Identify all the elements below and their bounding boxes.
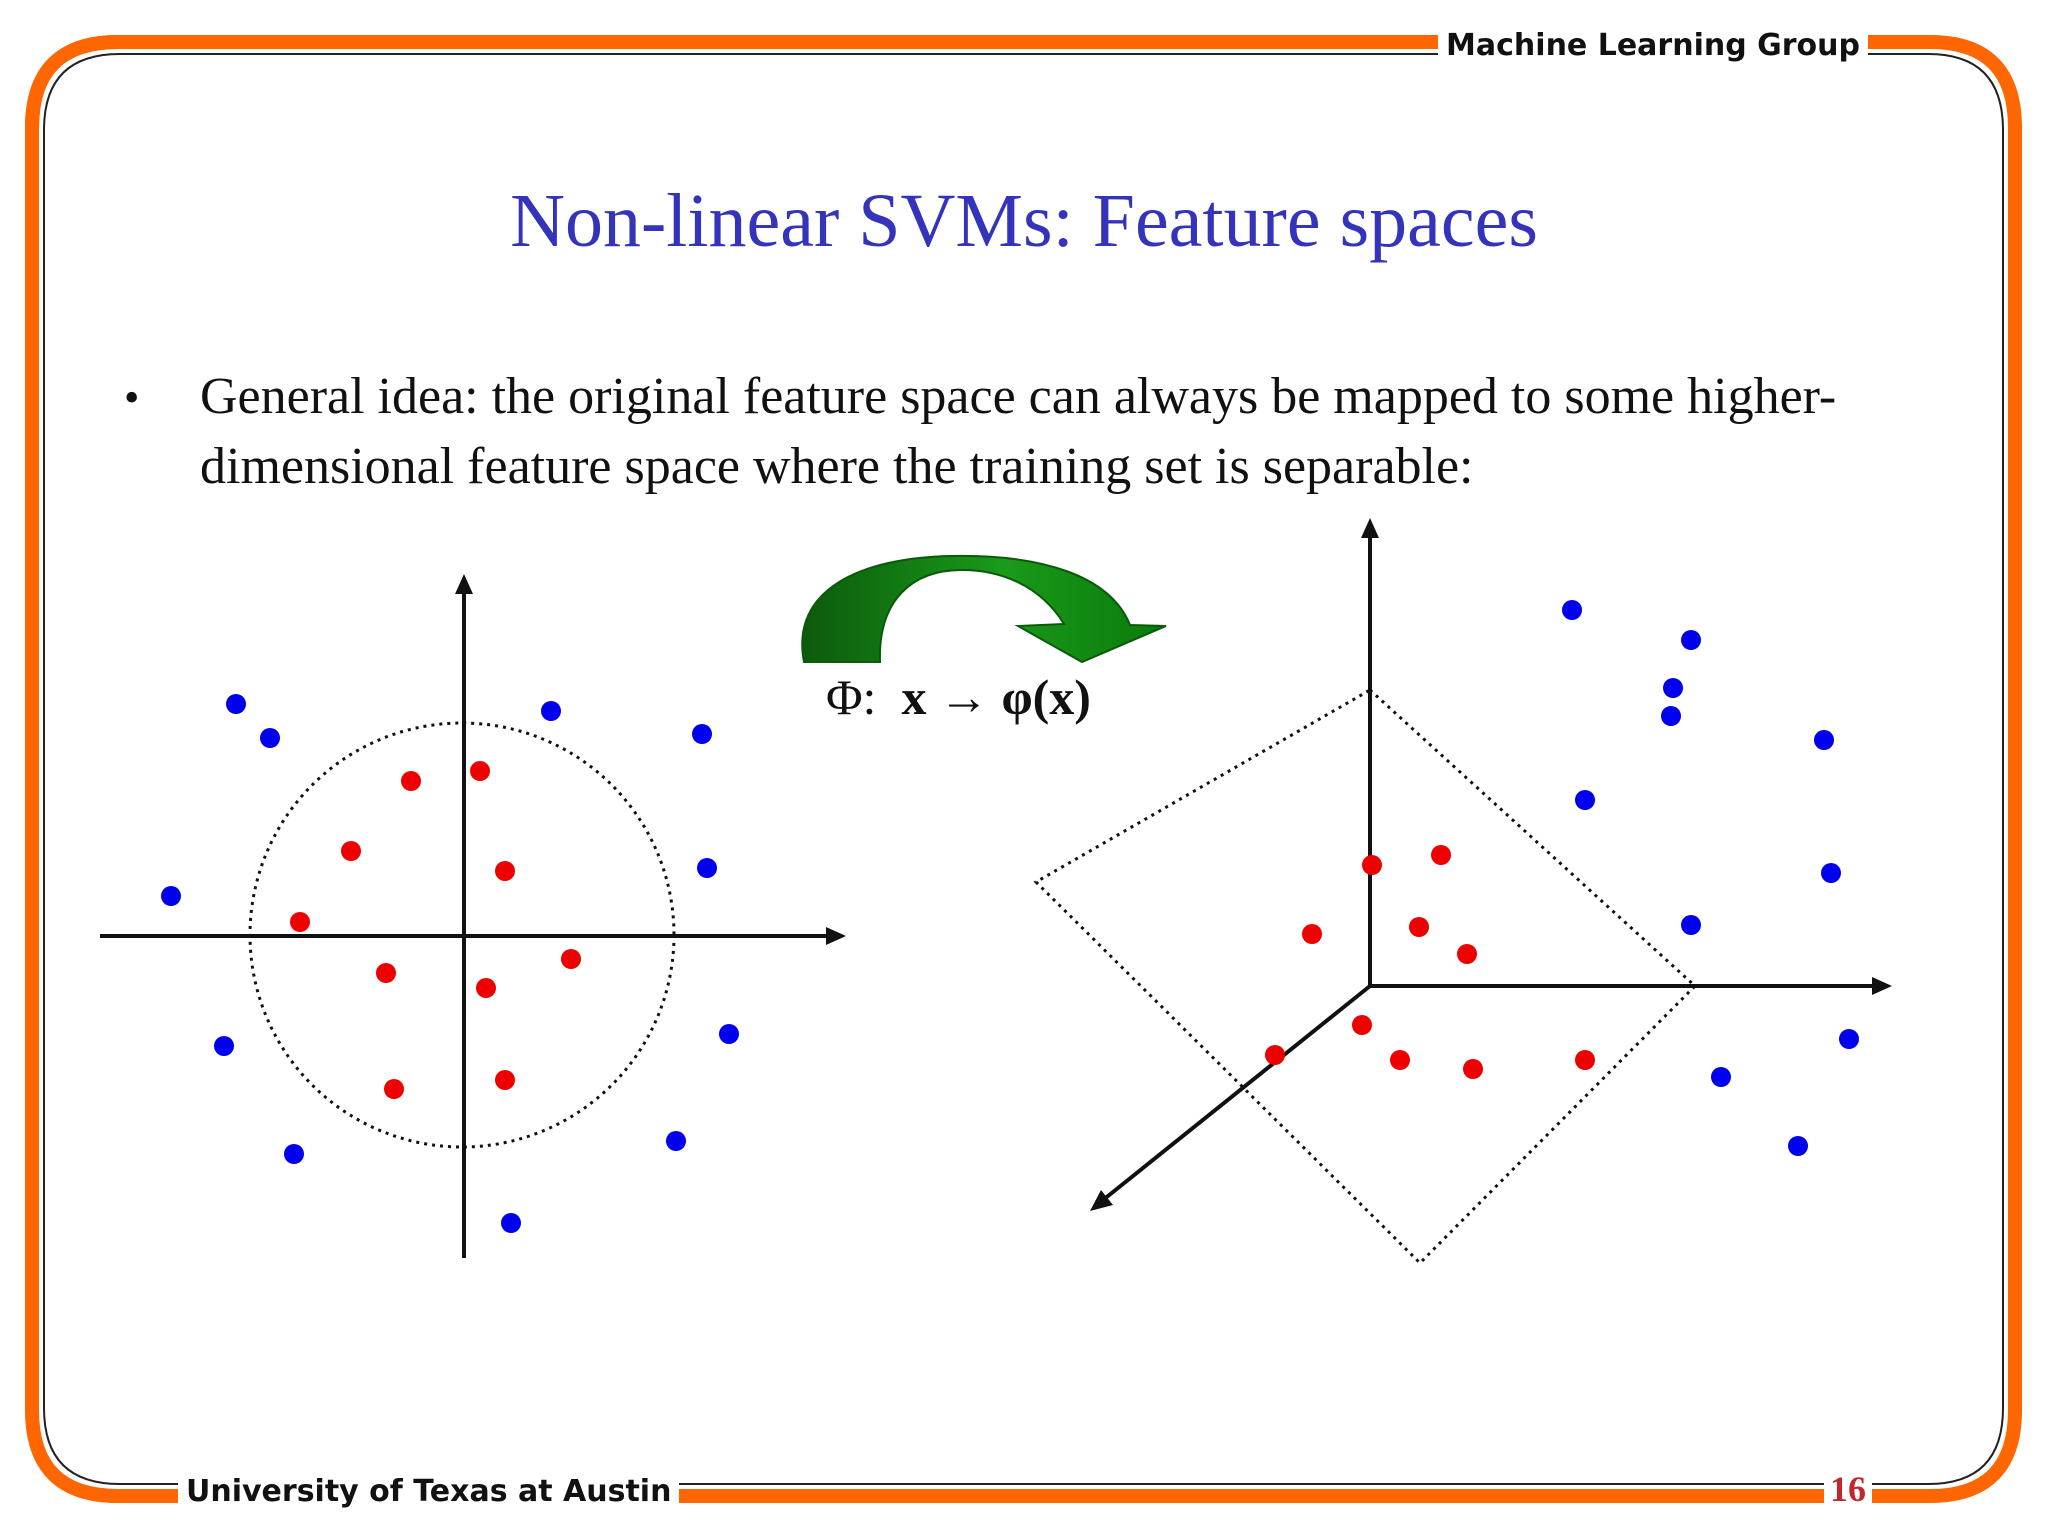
blue-point [226,694,246,714]
blue-point [1821,863,1841,883]
mapping-arrow: → [938,669,989,725]
blue-point [1562,600,1582,620]
slide-title: Non-linear SVMs: Feature spaces [510,179,1538,263]
mapping-phi: Φ: [826,669,877,725]
red-point [495,861,515,881]
x-axis-arrowhead [826,927,846,945]
red-point [476,978,496,998]
blue-point [666,1131,686,1151]
red-point [1431,845,1451,865]
feature-red-points [1265,845,1595,1079]
blue-point [214,1036,234,1056]
bullet-symbol: • [124,373,140,422]
blue-point [1839,1029,1859,1049]
blue-point [161,886,181,906]
blue-point [1681,915,1701,935]
curved-green-arrow-icon [802,556,1166,662]
blue-point [697,858,717,878]
header-group-label: Machine Learning Group [1438,28,1868,63]
red-point [384,1079,404,1099]
blue-point [541,701,561,721]
red-point [401,771,421,791]
input-space-plot [100,574,846,1258]
page-number: 16 [1824,1468,1872,1510]
red-point [341,841,361,861]
y-axis-arrowhead [455,574,473,594]
blue-point [1575,790,1595,810]
y-axis-3d [1098,986,1370,1204]
red-point [1457,944,1477,964]
input-blue-points [161,694,739,1233]
blue-point [284,1144,304,1164]
red-point [376,963,396,983]
red-point [1409,917,1429,937]
red-point [495,1070,515,1090]
footer-institution: University of Texas at Austin [178,1474,679,1509]
mapping-label [826,668,1091,726]
mapping-fx: φ(x) [1001,669,1091,725]
z-axis-arrowhead [1361,518,1379,538]
feature-space-plot [1036,518,1892,1263]
red-point [1575,1050,1595,1070]
blue-point [1788,1136,1808,1156]
bullet-text: General idea: the original feature space can always be mapped to some higher-dimensional feature space where the training set is separable: [200,368,1837,495]
red-point [290,912,310,932]
blue-point [1663,678,1683,698]
red-point [470,761,490,781]
x-axis-3d-arrowhead [1872,977,1892,995]
red-point [1390,1050,1410,1070]
blue-point [1711,1067,1731,1087]
blue-point [1814,730,1834,750]
blue-point [501,1213,521,1233]
blue-point [692,724,712,744]
red-point [1362,855,1382,875]
red-point [1302,924,1322,944]
separating-hyperplane [1036,690,1695,1263]
blue-point [719,1024,739,1044]
red-point [561,949,581,969]
mapping-x: x [901,669,927,725]
red-point [1265,1045,1285,1065]
red-point [1463,1059,1483,1079]
red-point [1352,1015,1372,1035]
blue-point [260,728,280,748]
blue-point [1681,630,1701,650]
feature-blue-points [1562,600,1859,1156]
blue-point [1661,706,1681,726]
input-red-points [290,761,581,1099]
